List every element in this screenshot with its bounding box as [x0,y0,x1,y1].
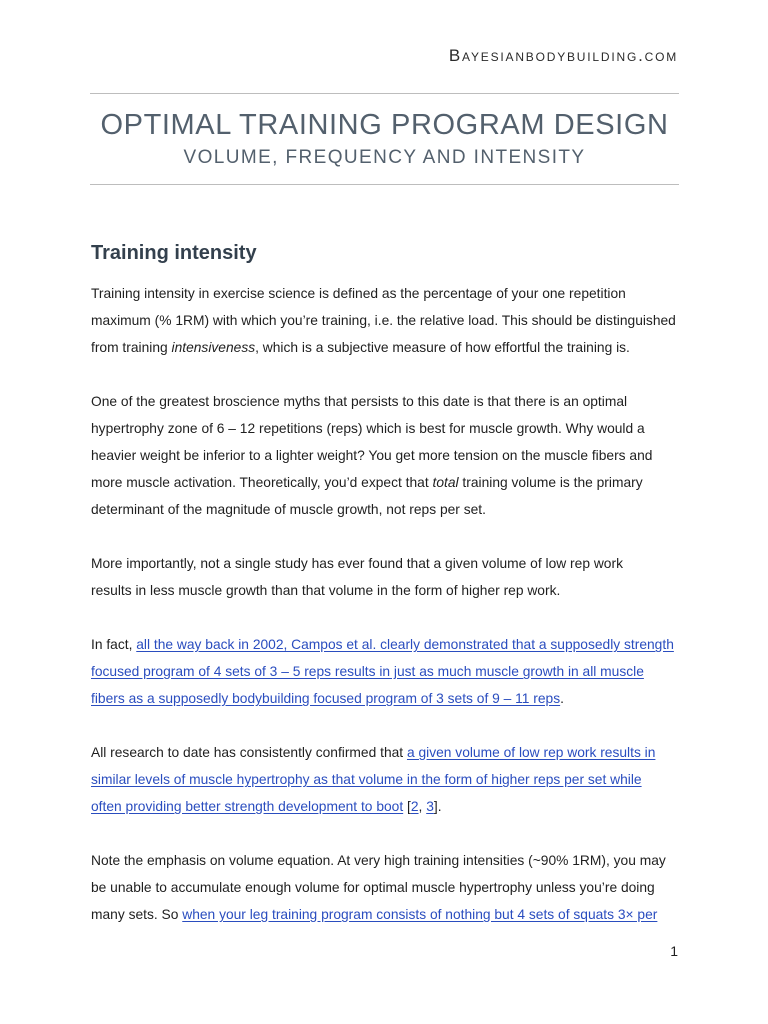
document-subtitle: VOLUME, FREQUENCY AND INTENSITY [183,147,586,168]
text-line: results in less muscle growth than that volume in the form of higher rep work. [91,583,561,598]
text-segment: [ [403,799,411,814]
text-line: hypertrophy zone of 6 – 12 repetitions (reps) which is best for muscle growth. Why would a [91,421,645,436]
site-header: Bayesianbodybuilding.com [448,46,678,65]
title-bottom-rule [90,184,679,185]
title-top-rule [90,93,679,94]
leg-training-link[interactable]: when your leg training program consists of nothing but 4 sets of squats 3× per [182,907,658,922]
italic-term-intensiveness: intensiveness [171,340,256,355]
paragraph-volume-emphasis [91,847,676,928]
research-review-link[interactable]: similar levels of muscle hypertrophy as that volume in the form of higher reps per set while [91,772,642,787]
text-segment: training volume is the primary [458,475,643,490]
campos-study-link[interactable]: all the way back in 2002, Campos et al. clearly demonstrated that a supposedly strength [136,637,674,652]
text-line: heavier weight be inferior to a lighter weight? You get more tension on the muscle fibers and [91,448,653,463]
text-line: determinant of the magnitude of muscle growth, not reps per set. [91,502,486,517]
text-segment: , [418,799,427,814]
text-segment: , which is a subjective measure of how effortful the training is. [255,340,630,355]
text-line: maximum (% 1RM) with which you’re training, i.e. the relative load. This should be distinguished [91,313,676,328]
campos-study-link[interactable]: focused program of 4 sets of 3 – 5 reps results in just as much muscle growth in all muscle [91,664,644,679]
text-segment: In fact, [91,637,137,652]
document-title: OPTIMAL TRAINING PROGRAM DESIGN [100,109,669,141]
paragraph-broscience-myth [91,388,676,523]
text-line [91,631,676,658]
text-segment: All research to date has consistently confirmed that [91,745,407,760]
citation-link-2[interactable]: 2 [410,799,419,814]
text-segment: many sets. So [91,907,183,922]
paragraph-research-consensus [91,739,676,820]
citation-link-3[interactable]: 3 [426,799,434,814]
text-line [91,793,676,820]
paragraph-low-rep-evidence [91,550,676,604]
page-number: 1 [670,943,678,959]
text-segment: from training [91,340,172,355]
text-line [91,901,676,928]
text-line [91,685,676,712]
text-line: be unable to accumulate enough volume for optimal muscle hypertrophy unless you’re doing [91,880,655,895]
text-line [91,658,676,685]
research-review-link[interactable]: often providing better strength development to boot [91,799,404,814]
text-line [91,766,676,793]
text-segment: . [560,691,564,706]
text-line [91,334,676,361]
text-line: More importantly, not a single study has ever found that a given volume of low rep work [91,556,623,571]
paragraph-intensity-definition [91,280,676,361]
campos-study-link[interactable]: fibers as a supposedly bodybuilding focused program of 3 sets of 9 – 11 reps [91,691,561,706]
italic-term-total: total [432,475,459,490]
text-segment: more muscle activation. Theoretically, you’d expect that [91,475,433,490]
text-line: Note the emphasis on volume equation. At very high training intensities (~90% 1RM), you may [91,853,666,868]
research-review-link[interactable]: a given volume of low rep work results in [406,745,656,760]
text-line: Training intensity in exercise science is defined as the percentage of your one repetition [91,286,626,301]
paragraph-campos-study [91,631,676,712]
text-line: One of the greatest broscience myths that persists to this date is that there is an optimal [91,394,628,409]
text-line [91,739,676,766]
body-text [91,280,676,955]
text-segment: ]. [433,799,442,814]
text-line [91,469,676,496]
section-heading: Training intensity [91,242,257,264]
